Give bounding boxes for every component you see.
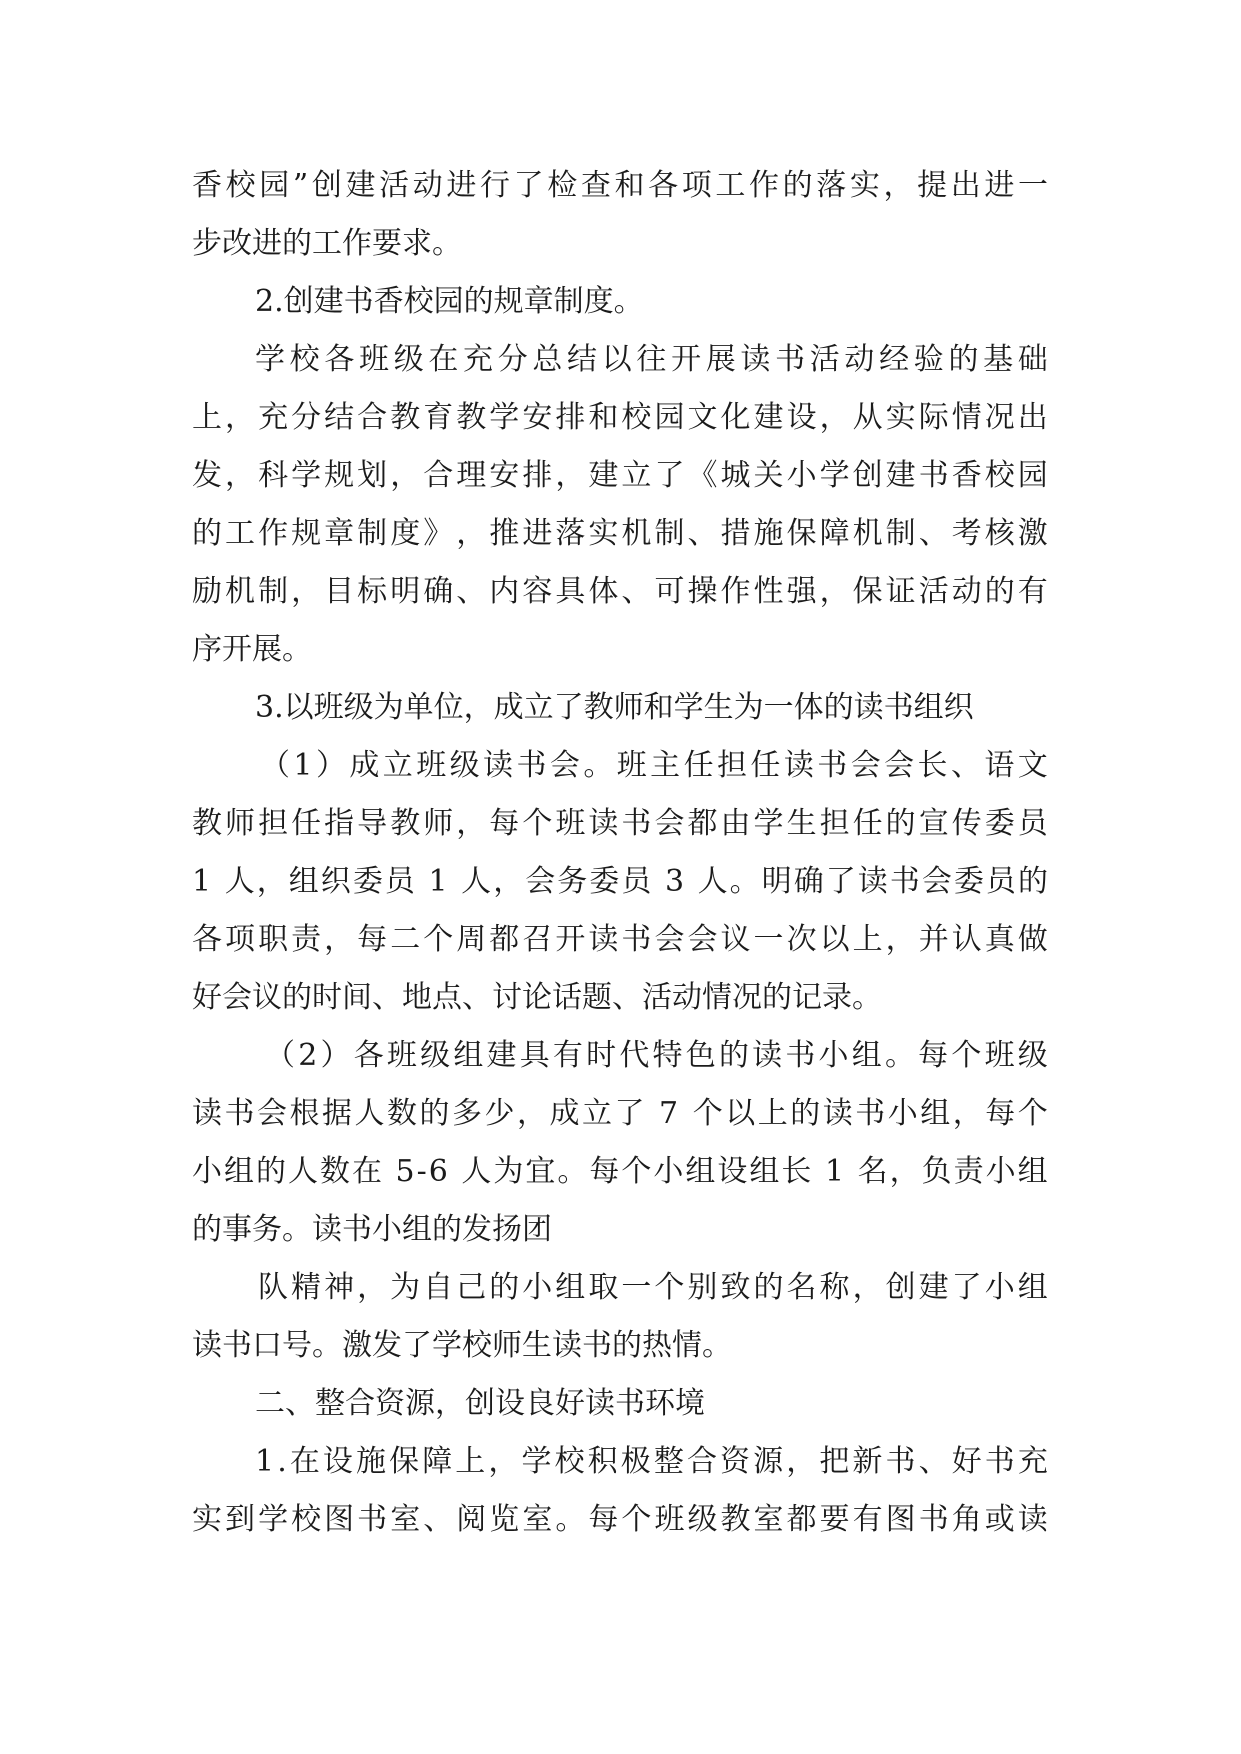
text-line: 的 工 作 规 章 制 度 》 ， 推 进 落 实 机 制 、 措 施 保 障 机 制 、 考 核 激 xyxy=(192,516,1048,551)
text-line: 的事务。读书小组的发扬团 xyxy=(192,1212,552,1247)
text-line: 1 . 在 设 施 保 障 上 ， 学 校 积 极 整 合 资 源 ， 把 新 书 、 好 书 充 xyxy=(255,1444,1048,1479)
text-line: 序开展。 xyxy=(192,632,312,667)
text-line: （ 2 ） 各 班 级 组 建 具 有 时 代 特 色 的 读 书 小 组 。 每 个 班 级 xyxy=(265,1038,1048,1073)
text-line: 2.创建书香校园的规章制度。 xyxy=(255,284,644,319)
text-line: 实 到 学 校 图 书 室 、 阅 览 室 。 每 个 班 级 教 室 都 要 有 图 书 角 或 读 xyxy=(192,1502,1048,1537)
text-line: 1 人 ， 组 织 委 员 1 人 ， 会 务 委 员 3 人 。 明 确 了 读 书 会 委 员 的 xyxy=(192,864,1048,899)
text-line: 队 精 神 ， 为 自 己 的 小 组 取 一 个 别 致 的 名 称 ， 创 建 了 小 组 xyxy=(258,1270,1048,1305)
text-line: 励 机 制 ， 目 标 明 确 、 内 容 具 体 、 可 操 作 性 强 ， 保 证 活 动 的 有 xyxy=(192,574,1048,609)
text-line: 教 师 担 任 指 导 教 师 ， 每 个 班 读 书 会 都 由 学 生 担 任 的 宣 传 委 员 xyxy=(192,806,1048,841)
text-line: 香 校 园 ” 创 建 活 动 进 行 了 检 查 和 各 项 工 作 的 落 实 ， 提 出 进 一 xyxy=(192,168,1048,203)
text-line: 读 书 会 根 据 人 数 的 多 少 ， 成 立 了 7 个 以 上 的 读 书 小 组 ， 每 个 xyxy=(192,1096,1048,1131)
text-line: 读书口号。激发了学校师生读书的热情。 xyxy=(192,1328,732,1363)
text-line: 步改进的工作要求。 xyxy=(192,226,462,261)
text-line: 发 ， 科 学 规 划 ， 合 理 安 排 ， 建 立 了 《 城 关 小 学 创 建 书 香 校 园 xyxy=(192,458,1048,493)
text-line: 各 项 职 责 ， 每 二 个 周 都 召 开 读 书 会 会 议 一 次 以 上 ， 并 认 真 做 xyxy=(192,922,1048,957)
text-line: 小 组 的 人 数 在 5 - 6 人 为 宜 。 每 个 小 组 设 组 长 1 名 ， 负 责 小 组 xyxy=(192,1154,1048,1189)
text-line: 好会议的时间、地点、讨论话题、活动情况的记录。 xyxy=(192,980,882,1015)
text-line: 学 校 各 班 级 在 充 分 总 结 以 往 开 展 读 书 活 动 经 验 的 基 础 xyxy=(255,342,1048,377)
text-line: 3.以班级为单位，成立了教师和学生为一体的读书组织 xyxy=(255,690,974,725)
text-line: （ 1 ） 成 立 班 级 读 书 会 。 班 主 任 担 任 读 书 会 会 长 、 语 文 xyxy=(260,748,1048,783)
text-line: 二、整合资源，创设良好读书环境 xyxy=(255,1386,705,1421)
text-line: 上 ， 充 分 结 合 教 育 教 学 安 排 和 校 园 文 化 建 设 ， 从 实 际 情 况 出 xyxy=(192,400,1048,435)
